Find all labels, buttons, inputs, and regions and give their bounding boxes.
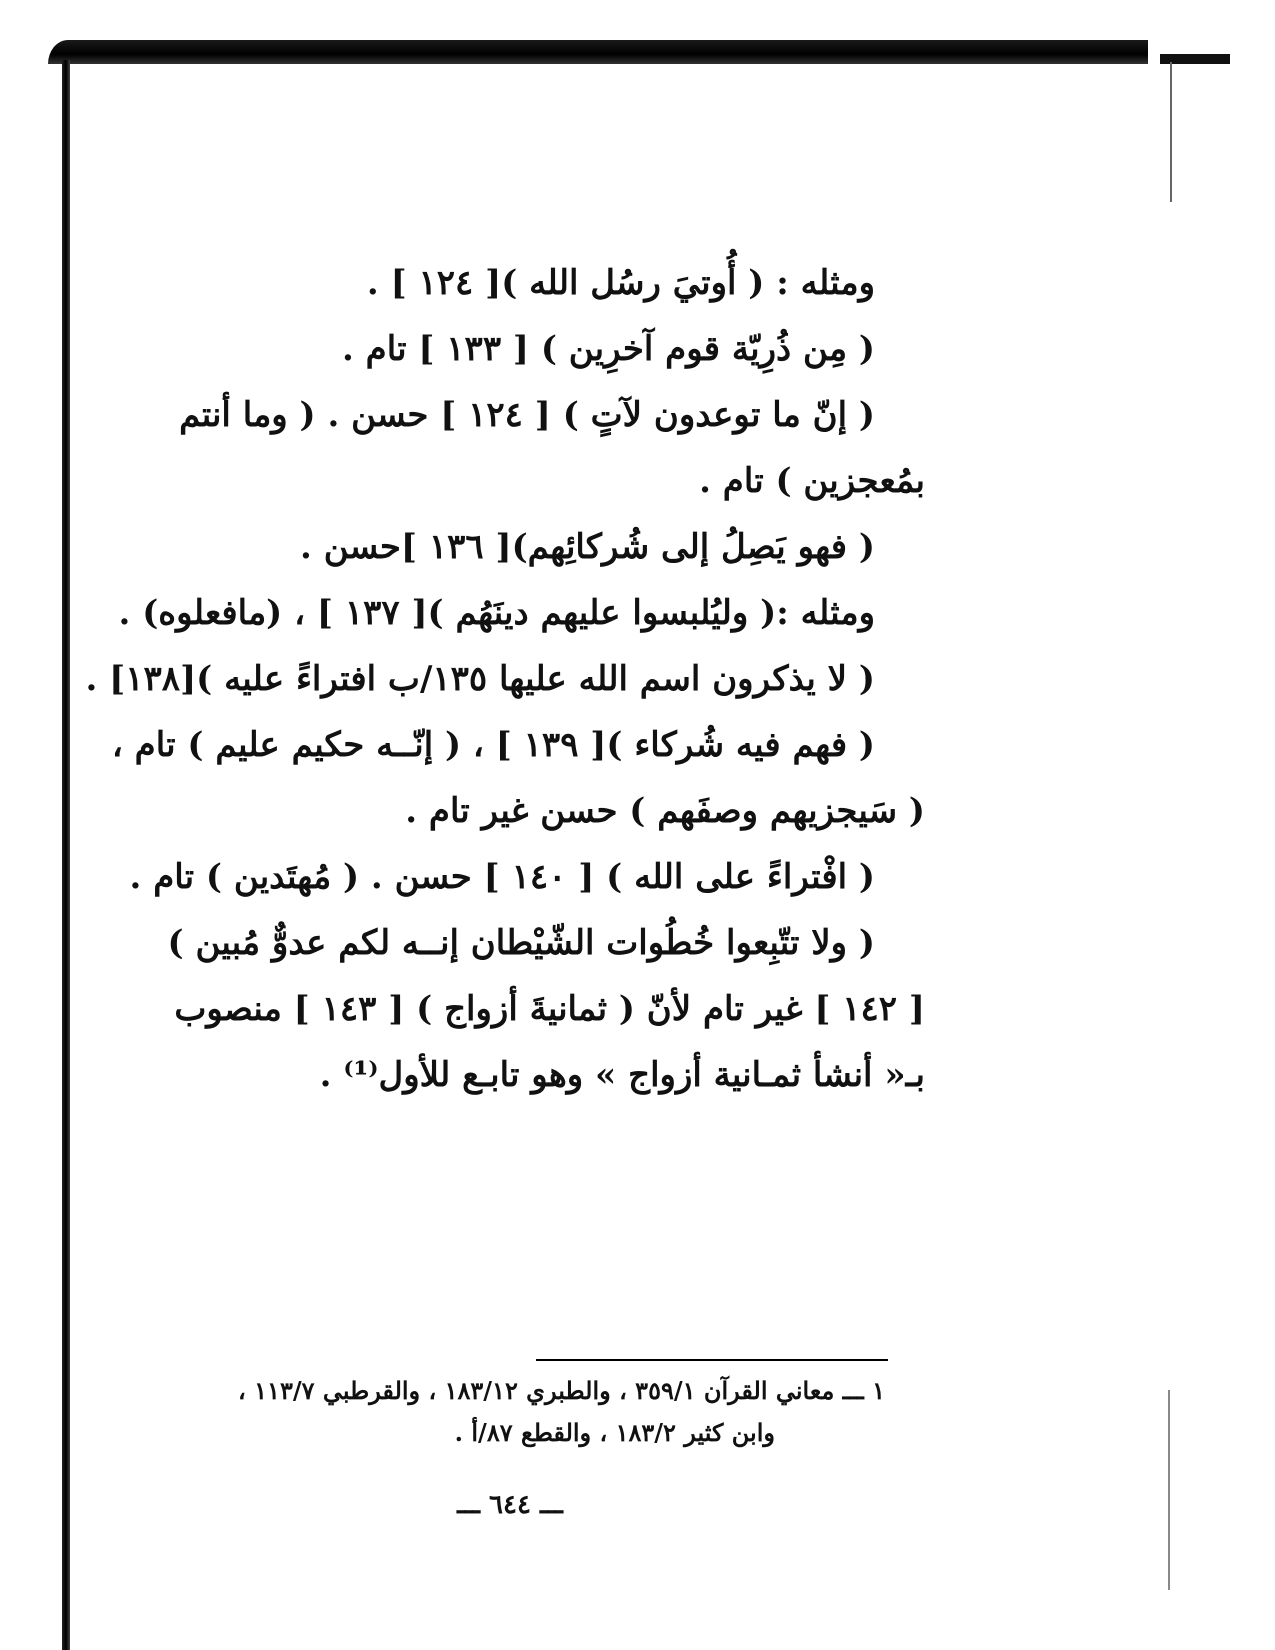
scan-border-left xyxy=(62,60,70,1650)
text-line: ( افْتراءً على الله ) [ ١٤٠ ] حسن . ( مُهتَدين ) تام . xyxy=(129,857,875,897)
text-line: ( فهم فيه شُركاء )[ ١٣٩ ] ، ( إنّــه حكيم عليم ) تام ، xyxy=(111,725,875,765)
text-line: ( لا يذكرون اسم الله عليها ١٣٥/ب افتراءً عليه )[١٣٨] . xyxy=(85,659,875,699)
text-line: ( ولا تتّبِعوا خُطُوات الشّيْطان إنــه لكم عدوٌّ مُبين ) xyxy=(167,923,875,963)
text-line: ومثله :( وليُلبسوا عليهم دينَهُم )[ ١٣٧ ] ، (مافعلوه) . xyxy=(118,593,875,633)
scan-border-right-top xyxy=(1170,62,1172,202)
text-line: بـ« أنشأ ثمـانية أزواج » وهو تابـع للأول⁽¹⁾ . xyxy=(319,1055,925,1095)
text-line: [ ١٤٢ ] غير تام لأنّ ( ثمانيةَ أزواج ) [ ١٤٣ ] منصوب xyxy=(174,989,925,1029)
page-body xyxy=(85,250,925,1108)
footnotes xyxy=(125,1370,885,1454)
text-line: ( مِن ذُرِيّة قوم آخرِين ) [ ١٣٣ ] تام . xyxy=(341,329,875,369)
text-line: ومثله : ( أُوتيَ رسُل الله )[ ١٢٤ ] . xyxy=(366,263,875,303)
scan-border-top xyxy=(48,40,1148,64)
footnote-divider xyxy=(536,1359,888,1361)
page-number: ـــ ٦٤٤ ـــ xyxy=(457,1490,563,1520)
footnote-line: وابن كثير ١٨٣/٢ ، والقطع ٨٧/أ . xyxy=(454,1418,775,1447)
footnote-line: ١ ـــ معاني القرآن ٣٥٩/١ ، والطبري ١٨٣/١٢ ، والقرطبي ١١٣/٧ ، xyxy=(238,1376,885,1405)
text-line: ( فهو يَصِلُ إلى شُركائِهم)[ ١٣٦ ]حسن . xyxy=(300,527,875,567)
scan-border-right-bottom xyxy=(1168,1390,1170,1590)
text-line: ( إنّ ما توعدون لآتٍ ) [ ١٢٤ ] حسن . ( وما أنتم xyxy=(179,395,875,435)
text-line: ( سَيجزيهم وصفَهم ) حسن غير تام . xyxy=(405,791,925,831)
text-line: بمُعجزين ) تام . xyxy=(699,461,925,501)
